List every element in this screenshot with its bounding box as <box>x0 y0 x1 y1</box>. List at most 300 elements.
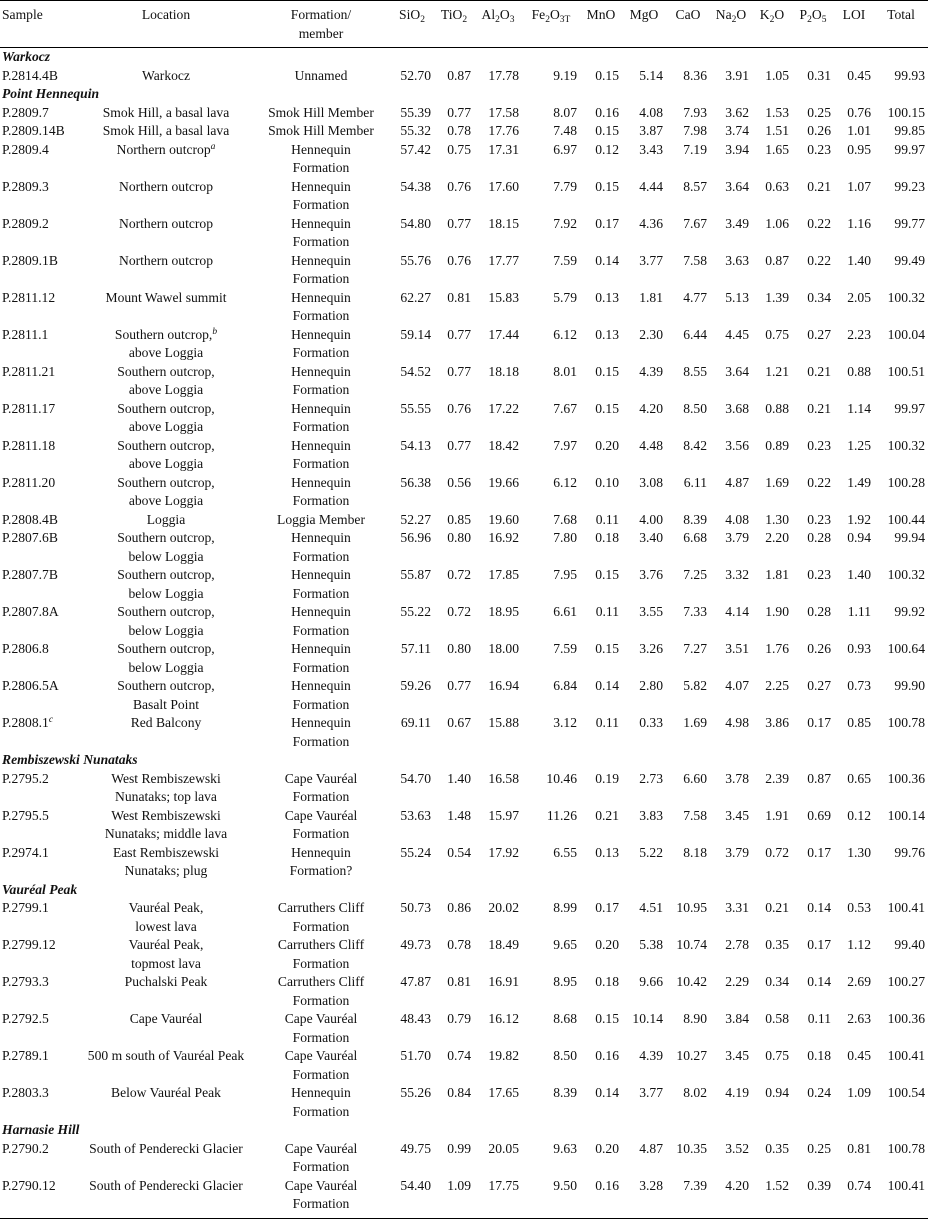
value-mgo: 5.38 <box>639 937 663 952</box>
formation-line: Hennequin <box>291 437 351 453</box>
value-tio2: 0.74 <box>447 1048 471 1063</box>
value-cao: 8.39 <box>683 511 707 527</box>
value-cao: 8.18 <box>683 844 707 860</box>
value-fe2o3t: 8.01 <box>553 363 577 379</box>
value-cao: 8.90 <box>683 1011 707 1026</box>
value-tio2: 0.77 <box>447 215 471 231</box>
table-row <box>0 400 928 437</box>
value-k2o: 0.89 <box>765 437 789 453</box>
value-mno: 0.14 <box>595 678 619 693</box>
value-total: 99.94 <box>894 530 925 545</box>
value-p2o5: 0.17 <box>807 715 831 730</box>
location-line: below Loggia <box>128 585 204 601</box>
value-mgo: 4.87 <box>639 1140 663 1156</box>
value-p2o5: 0.25 <box>807 1140 831 1156</box>
value-tio2: 0.56 <box>447 474 471 490</box>
value-tio2: 0.80 <box>447 530 471 545</box>
header-label: Al <box>481 7 496 22</box>
value-total: 100.54 <box>887 1085 925 1100</box>
value-fe2o3t: 8.95 <box>553 974 577 989</box>
location-line: above Loggia <box>128 456 204 471</box>
formation-line: Formation <box>292 696 350 712</box>
table-row <box>0 566 928 603</box>
sample-cell <box>0 807 80 844</box>
location-cell <box>80 714 252 751</box>
value-fe2o3t: 7.68 <box>553 511 577 527</box>
value-p2o5: 0.17 <box>807 844 831 860</box>
sample-cell <box>0 973 80 1010</box>
value-total: 99.93 <box>894 67 925 83</box>
formation-line: Hennequin <box>291 530 351 545</box>
sample-cell <box>0 437 80 474</box>
value-total: 99.23 <box>894 178 925 194</box>
sample-id: P.2974.1 <box>2 844 49 860</box>
location-cell <box>80 104 252 123</box>
formation-cell <box>252 1010 390 1047</box>
sample-cell <box>0 511 80 530</box>
value-mgo: 4.20 <box>639 400 663 416</box>
value-k2o: 1.39 <box>765 289 789 305</box>
location-line: Nunataks; middle lava <box>104 826 228 841</box>
value-p2o5: 0.23 <box>807 567 831 582</box>
value-p2o5: 0.25 <box>807 104 831 120</box>
table-row <box>0 141 928 178</box>
location-cell <box>80 1140 252 1177</box>
value-fe2o3t: 9.65 <box>553 937 577 952</box>
header-p2o5 <box>792 1 834 48</box>
value-p2o5: 0.39 <box>807 1177 831 1193</box>
value-na2o: 3.94 <box>725 141 749 157</box>
location-cell <box>80 1010 252 1047</box>
value-fe2o3t: 6.12 <box>553 326 577 342</box>
sample-cell <box>0 178 80 215</box>
value-cao: 7.25 <box>683 567 707 582</box>
value-al2o3: 17.76 <box>488 123 519 138</box>
header-formation-line: Formation/ <box>290 7 352 22</box>
value-p2o5: 0.11 <box>807 1011 831 1026</box>
table-row <box>0 603 928 640</box>
header-cao <box>666 1 710 48</box>
value-loi: 1.92 <box>847 511 871 527</box>
value-na2o: 3.63 <box>725 252 749 268</box>
value-mno: 0.19 <box>595 770 619 786</box>
formation-line: Hennequin <box>291 678 351 693</box>
header-label: LOI <box>842 7 866 22</box>
value-sio2: 52.70 <box>400 67 431 83</box>
value-loi: 1.30 <box>847 844 871 860</box>
value-cao: 7.19 <box>683 141 707 157</box>
sample-cell <box>0 1084 80 1121</box>
value-total: 100.41 <box>887 1048 925 1063</box>
formation-line: Hennequin <box>291 604 351 619</box>
location-line: topmost lava <box>131 955 201 971</box>
location-line: Below Vauréal Peak <box>111 1085 221 1100</box>
sample-id: P.2807.8A <box>2 604 59 619</box>
value-mgo: 10.14 <box>632 1011 663 1026</box>
sample-cell <box>0 603 80 640</box>
value-tio2: 0.75 <box>447 141 471 157</box>
formation-line: Hennequin <box>291 252 351 268</box>
location-cell <box>80 899 252 936</box>
value-k2o: 1.06 <box>765 215 789 231</box>
value-sio2: 51.70 <box>400 1048 431 1063</box>
location-line: Southern outcrop, <box>117 400 215 416</box>
location-cell <box>80 1084 252 1121</box>
value-p2o5: 0.22 <box>807 215 831 231</box>
value-p2o5: 0.18 <box>807 1048 831 1063</box>
header-label: TiO <box>440 7 463 22</box>
value-total: 100.15 <box>887 104 925 120</box>
value-loi: 2.23 <box>847 326 871 342</box>
location-line: below Loggia <box>128 548 204 564</box>
location-line: 500 m south of Vauréal Peak <box>87 1048 245 1063</box>
value-tio2: 0.72 <box>447 604 471 619</box>
group-heading-row <box>0 85 928 104</box>
sample-cell <box>0 1140 80 1177</box>
value-al2o3: 17.78 <box>488 67 519 83</box>
sample-cell <box>0 770 80 807</box>
value-mgo: 3.87 <box>639 123 663 138</box>
location-cell <box>80 326 252 363</box>
value-mno: 0.15 <box>595 400 619 416</box>
value-tio2: 0.77 <box>447 363 471 379</box>
formation-line: Hennequin <box>291 326 351 342</box>
formation-cell <box>252 141 390 178</box>
formation-cell <box>252 437 390 474</box>
header-subscript: 2 <box>495 15 500 25</box>
table-row <box>0 677 928 714</box>
value-cao: 10.42 <box>676 974 707 989</box>
formation-cell <box>252 252 390 289</box>
value-na2o: 4.19 <box>725 1085 749 1100</box>
value-fe2o3t: 6.84 <box>553 678 577 693</box>
formation-cell <box>252 936 390 973</box>
sample-cell <box>0 677 80 714</box>
value-mgo: 4.39 <box>639 363 663 379</box>
value-al2o3: 17.22 <box>488 400 519 416</box>
value-cao: 8.02 <box>683 1085 707 1100</box>
location-line: Nunataks; top lava <box>115 789 217 804</box>
value-k2o: 1.53 <box>765 104 789 120</box>
location-line: Cape Vauréal <box>129 1011 203 1026</box>
header-na2o <box>710 1 752 48</box>
value-sio2: 55.87 <box>400 567 431 582</box>
sample-cell <box>0 122 80 141</box>
location-cell <box>80 474 252 511</box>
value-fe2o3t: 7.59 <box>553 641 577 656</box>
formation-line: Hennequin <box>291 1085 351 1100</box>
sample-id: P.2811.21 <box>2 363 56 379</box>
formation-line: Hennequin <box>291 289 351 305</box>
value-k2o: 0.58 <box>765 1011 789 1026</box>
value-mgo: 4.51 <box>639 900 663 915</box>
table-row <box>0 326 928 363</box>
header-tio2 <box>434 1 474 48</box>
value-mno: 0.14 <box>595 1085 619 1100</box>
value-na2o: 3.91 <box>725 67 749 83</box>
formation-line: Smok Hill Member <box>268 123 374 138</box>
sample-id: P.2814.4B <box>2 67 58 83</box>
value-p2o5: 0.69 <box>807 807 831 823</box>
formation-line: Formation <box>292 548 350 564</box>
footnote-marker: b <box>212 326 218 337</box>
value-fe2o3t: 6.97 <box>553 141 577 157</box>
value-mno: 0.18 <box>595 974 619 989</box>
sample-cell <box>0 640 80 677</box>
value-k2o: 1.91 <box>765 807 789 823</box>
value-loi: 0.74 <box>847 1177 871 1193</box>
value-p2o5: 0.26 <box>807 123 831 138</box>
value-fe2o3t: 6.12 <box>553 474 577 490</box>
value-mno: 0.15 <box>595 1011 619 1026</box>
sample-id: P.2809.2 <box>2 215 49 231</box>
value-mgo: 9.66 <box>639 974 663 989</box>
formation-cell <box>252 566 390 603</box>
value-cao: 7.67 <box>683 215 707 231</box>
value-mgo: 3.55 <box>639 604 663 619</box>
formation-cell <box>252 511 390 530</box>
value-na2o: 3.79 <box>725 530 749 545</box>
value-al2o3: 18.42 <box>488 437 519 453</box>
value-tio2: 0.67 <box>447 715 471 730</box>
value-p2o5: 0.28 <box>807 604 831 619</box>
value-cao: 6.68 <box>683 530 707 545</box>
formation-cell <box>252 400 390 437</box>
location-line: Northern outcrop <box>119 178 213 194</box>
header-label: MgO <box>629 7 659 22</box>
location-line: above Loggia <box>128 382 204 397</box>
location-cell <box>80 363 252 400</box>
value-total: 100.36 <box>887 1011 925 1026</box>
location-line: Southern outcrop, <box>117 437 215 453</box>
value-loi: 0.65 <box>847 770 871 786</box>
header-subscript: 3T <box>559 15 571 25</box>
location-line: below Loggia <box>128 622 204 638</box>
header-label: O <box>499 7 510 22</box>
formation-line: Formation <box>292 955 350 971</box>
table-row <box>0 1084 928 1121</box>
formation-cell <box>252 1177 390 1219</box>
value-cao: 6.60 <box>683 770 707 786</box>
value-tio2: 0.86 <box>447 900 471 915</box>
value-tio2: 0.77 <box>447 104 471 120</box>
value-sio2: 55.55 <box>400 400 431 416</box>
location-line: lowest lava <box>135 918 197 934</box>
value-mno: 0.13 <box>595 289 619 305</box>
location-line: Northern outcrop <box>119 252 213 268</box>
location-cell <box>80 603 252 640</box>
value-p2o5: 0.27 <box>807 678 831 693</box>
value-mgo: 4.36 <box>639 215 663 231</box>
value-sio2: 69.11 <box>400 715 431 730</box>
sample-cell <box>0 1177 80 1219</box>
value-k2o: 0.75 <box>765 1048 789 1063</box>
formation-cell <box>252 67 390 86</box>
sample-id: P.2809.1B <box>2 252 58 268</box>
formation-line: Formation <box>292 622 350 638</box>
value-fe2o3t: 11.26 <box>546 807 577 823</box>
value-fe2o3t: 7.80 <box>553 530 577 545</box>
value-fe2o3t: 8.07 <box>553 104 577 120</box>
value-fe2o3t: 9.50 <box>553 1177 577 1193</box>
value-fe2o3t: 9.63 <box>553 1140 577 1156</box>
value-cao: 10.27 <box>676 1048 707 1063</box>
value-total: 100.51 <box>887 363 925 379</box>
table-row <box>0 511 928 530</box>
value-cao: 6.44 <box>683 326 707 342</box>
header-subscript: 2 <box>545 15 550 25</box>
location-line: Mount Wawel summit <box>105 289 227 305</box>
formation-line: Formation <box>292 1029 350 1045</box>
value-mgo: 3.40 <box>639 530 663 545</box>
formation-line: Carruthers Cliff <box>277 974 365 989</box>
table-row <box>0 215 928 252</box>
sample-id: P.2806.5A <box>2 678 59 693</box>
value-sio2: 55.22 <box>400 604 431 619</box>
value-al2o3: 17.65 <box>488 1085 519 1100</box>
value-k2o: 0.75 <box>765 326 789 342</box>
value-mno: 0.13 <box>595 844 619 860</box>
value-sio2: 62.27 <box>400 289 431 305</box>
sample-id: P.2807.7B <box>2 567 58 582</box>
value-fe2o3t: 8.50 <box>553 1048 577 1063</box>
table-row <box>0 529 928 566</box>
value-sio2: 52.27 <box>400 511 431 527</box>
location-line: West Rembiszewski <box>111 807 221 823</box>
value-sio2: 55.39 <box>400 104 431 120</box>
formation-line: Formation <box>292 1159 350 1174</box>
sample-id: P.2811.18 <box>2 437 56 453</box>
sample-cell <box>0 252 80 289</box>
formation-cell <box>252 807 390 844</box>
value-mgo: 2.30 <box>639 326 663 342</box>
value-mno: 0.15 <box>595 67 619 83</box>
value-al2o3: 17.44 <box>488 326 519 342</box>
value-fe2o3t: 7.67 <box>553 400 577 416</box>
table-row <box>0 104 928 123</box>
location-cell <box>80 529 252 566</box>
value-tio2: 0.77 <box>447 437 471 453</box>
sample-id: P.2789.1 <box>2 1048 49 1063</box>
value-p2o5: 0.22 <box>807 474 831 490</box>
value-k2o: 0.87 <box>765 252 789 268</box>
value-na2o: 3.62 <box>725 104 749 120</box>
location-line: Basalt Point <box>132 696 200 712</box>
sample-cell <box>0 474 80 511</box>
value-na2o: 3.78 <box>725 770 749 786</box>
header-mgo <box>622 1 666 48</box>
value-na2o: 3.74 <box>725 123 749 138</box>
header-row <box>0 1 928 48</box>
sample-id: P.2809.4 <box>2 141 49 157</box>
value-tio2: 0.78 <box>447 937 471 952</box>
value-al2o3: 18.18 <box>488 363 519 379</box>
location-cell <box>80 289 252 326</box>
value-total: 100.41 <box>887 900 925 915</box>
formation-line: Hennequin <box>291 178 351 194</box>
header-label: O <box>549 7 560 22</box>
value-loi: 2.63 <box>847 1011 871 1026</box>
value-mgo: 3.77 <box>639 252 663 268</box>
value-fe2o3t: 8.68 <box>553 1011 577 1026</box>
formation-line: Formation <box>292 419 350 434</box>
location-cell <box>80 141 252 178</box>
value-mno: 0.21 <box>595 807 619 823</box>
value-al2o3: 18.15 <box>488 215 519 231</box>
value-cao: 8.36 <box>683 67 707 83</box>
location-line: East Rembiszewski <box>112 844 220 860</box>
value-fe2o3t: 6.55 <box>553 844 577 860</box>
group-heading-row <box>0 751 928 770</box>
table-row <box>0 1047 928 1084</box>
formation-cell <box>252 215 390 252</box>
formation-line: Hennequin <box>291 474 351 490</box>
value-tio2: 0.84 <box>447 1085 471 1100</box>
sample-cell <box>0 566 80 603</box>
sample-id: P.2790.12 <box>2 1177 56 1193</box>
location-cell <box>80 973 252 1010</box>
location-cell <box>80 677 252 714</box>
location-cell <box>80 844 252 881</box>
value-k2o: 0.21 <box>765 900 789 915</box>
value-na2o: 4.87 <box>725 474 749 490</box>
value-al2o3: 17.92 <box>488 844 519 860</box>
value-k2o: 3.86 <box>765 715 789 730</box>
value-tio2: 0.81 <box>447 289 471 305</box>
header-label: P <box>799 7 808 22</box>
value-p2o5: 0.22 <box>807 252 831 268</box>
value-k2o: 1.76 <box>765 641 789 656</box>
value-p2o5: 0.23 <box>807 141 831 157</box>
formation-line: Formation <box>292 1103 350 1119</box>
location-cell <box>80 178 252 215</box>
formation-line: Cape Vauréal <box>284 1140 358 1156</box>
header-subscript: 2 <box>420 15 425 25</box>
value-na2o: 3.31 <box>725 900 749 915</box>
sample-id: P.2795.2 <box>2 770 49 786</box>
value-cao: 10.35 <box>676 1140 707 1156</box>
value-tio2: 0.87 <box>447 67 471 83</box>
value-fe2o3t: 8.39 <box>553 1085 577 1100</box>
value-al2o3: 17.75 <box>488 1177 519 1193</box>
table-row <box>0 899 928 936</box>
sample-cell <box>0 1010 80 1047</box>
location-cell <box>80 67 252 86</box>
location-line: Puchalski Peak <box>124 974 208 989</box>
table-row <box>0 363 928 400</box>
value-na2o: 4.98 <box>725 715 749 730</box>
location-line: Southern outcrop, <box>117 678 215 693</box>
value-mno: 0.15 <box>595 567 619 582</box>
value-na2o: 3.84 <box>725 1011 749 1026</box>
value-loi: 2.05 <box>847 289 871 305</box>
header-label: O <box>774 7 785 22</box>
value-total: 100.44 <box>887 511 925 527</box>
sample-id: P.2811.17 <box>2 400 56 416</box>
group-heading-row <box>0 881 928 900</box>
header-label: Na <box>715 7 732 22</box>
location-cell <box>80 640 252 677</box>
value-total: 100.28 <box>887 474 925 490</box>
value-tio2: 0.72 <box>447 567 471 582</box>
header-k2o <box>752 1 792 48</box>
value-cao: 8.50 <box>683 400 707 416</box>
value-loi: 1.01 <box>847 123 871 138</box>
formation-line: Formation <box>292 1196 350 1211</box>
value-k2o: 0.72 <box>765 844 789 860</box>
value-mgo: 5.22 <box>639 844 663 860</box>
location-line: Southern outcrop, <box>117 530 215 545</box>
